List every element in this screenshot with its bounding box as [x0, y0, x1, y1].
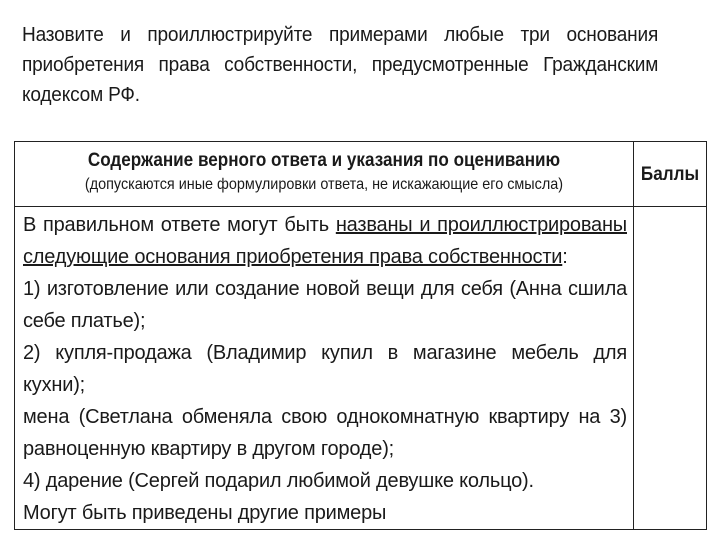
answer-intro [23, 209, 627, 273]
answer-table [14, 141, 707, 530]
header-content-cell [15, 142, 634, 207]
answer-closing: Могут быть приведены другие примеры [23, 502, 387, 524]
intro-underlined-2: следующие основания приобретения права собственности [23, 246, 563, 268]
answer-item-4: 4) дарение (Сергей подарил любимой девушке кольцо). [23, 470, 534, 492]
score-label: Баллы [640, 164, 700, 185]
intro-underlined-1: названы и проиллюстрированы [335, 214, 627, 236]
intro-end: : [562, 246, 568, 268]
answer-text [15, 207, 633, 529]
task-text: Назовите и проиллюстрируйте примерами любые три основания приобретения права собственности, предусмотренные Гражданским кодексом РФ. [22, 23, 659, 106]
table-body-row [15, 207, 707, 530]
intro-start: В правильном ответе могут быть [23, 214, 336, 236]
answer-item-1: 1) изготовление или создание новой вещи для себя (Анна сшила себе платье); [23, 278, 627, 332]
header-score-cell [634, 142, 707, 207]
answer-item-2: 2) купля-продажа (Владимир купил в магазине мебель для кухни); [23, 342, 627, 396]
header-note: (допускаются иные формулировки ответа, не искажающие его смысла) [84, 176, 564, 193]
answer-cell [15, 207, 634, 530]
table-header-row [15, 142, 707, 207]
score-cell [634, 207, 707, 530]
answer-item-3: мена (Светлана обменяла свою однокомнатную квартиру на 3) равноценную квартиру в другом городе); [23, 406, 627, 460]
header-title: Содержание верного ответа и указания по оцениванию [87, 150, 561, 171]
